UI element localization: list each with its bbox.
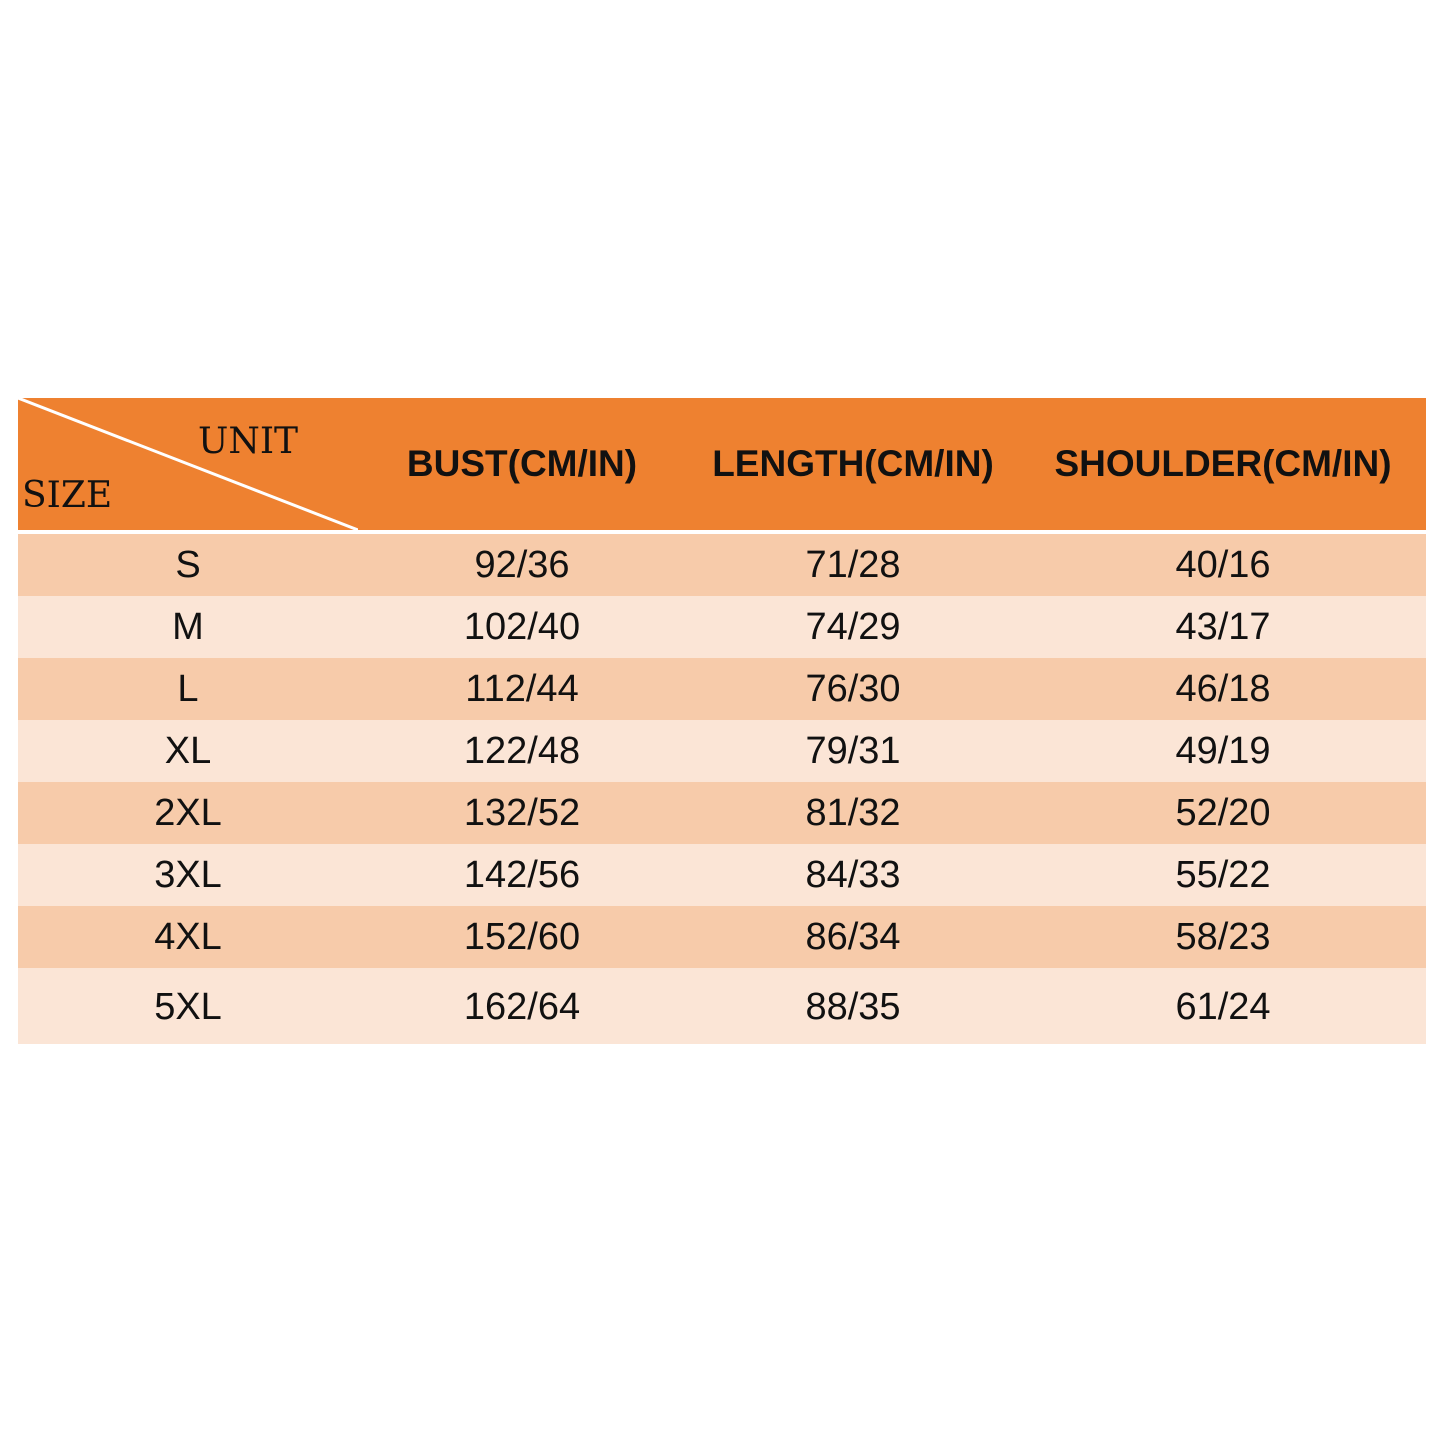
table-row	[18, 782, 1426, 844]
length-column-header: LENGTH(CM/IN)	[712, 443, 994, 484]
bust-cell: 102/40	[463, 605, 581, 648]
bust-cell: 132/52	[463, 791, 581, 834]
size-cell: M	[172, 605, 204, 648]
bust-cell: 92/36	[474, 543, 570, 586]
length-cell: 76/30	[805, 667, 901, 710]
length-cell: 88/35	[805, 985, 901, 1028]
size-cell: XL	[164, 729, 212, 772]
table-row	[18, 658, 1426, 720]
shoulder-cell: 58/23	[1175, 915, 1271, 958]
length-cell: 71/28	[805, 543, 901, 586]
shoulder-cell: 46/18	[1175, 667, 1271, 710]
size-cell: 2XL	[154, 791, 222, 834]
bust-cell: 152/60	[463, 915, 581, 958]
bust-cell: 122/48	[463, 729, 581, 772]
size-cell: S	[175, 543, 201, 586]
shoulder-cell: 52/20	[1175, 791, 1271, 834]
table-row	[18, 906, 1426, 968]
size-cell: 3XL	[154, 853, 222, 896]
length-cell: 79/31	[805, 729, 901, 772]
unit-label: UNIT	[198, 421, 299, 462]
table-row	[18, 968, 1426, 1044]
shoulder-cell: 49/19	[1175, 729, 1271, 772]
shoulder-column-header: SHOULDER(CM/IN)	[1054, 443, 1392, 484]
size-cell: L	[177, 667, 199, 710]
table-row	[18, 720, 1426, 782]
length-cell: 86/34	[805, 915, 901, 958]
size-label: SIZE	[22, 475, 113, 516]
table-row	[18, 534, 1426, 596]
bust-cell: 112/44	[465, 667, 579, 710]
length-cell: 81/32	[805, 791, 901, 834]
shoulder-cell: 55/22	[1175, 853, 1271, 896]
table-body	[18, 534, 1426, 1044]
length-cell: 84/33	[805, 853, 901, 896]
size-cell: 4XL	[154, 915, 222, 958]
shoulder-cell: 43/17	[1175, 605, 1271, 648]
length-cell: 74/29	[805, 605, 901, 648]
size-cell: 5XL	[154, 985, 222, 1028]
corner-header-cell	[18, 398, 358, 530]
table-header-row	[18, 398, 1426, 530]
bust-cell: 142/56	[463, 853, 581, 896]
bust-column-header: BUST(CM/IN)	[406, 443, 638, 484]
table-row	[18, 844, 1426, 906]
shoulder-cell: 40/16	[1175, 543, 1271, 586]
size-chart-table	[18, 398, 1426, 1046]
bust-cell: 162/64	[463, 985, 581, 1028]
table-row	[18, 596, 1426, 658]
shoulder-cell: 61/24	[1175, 985, 1271, 1028]
